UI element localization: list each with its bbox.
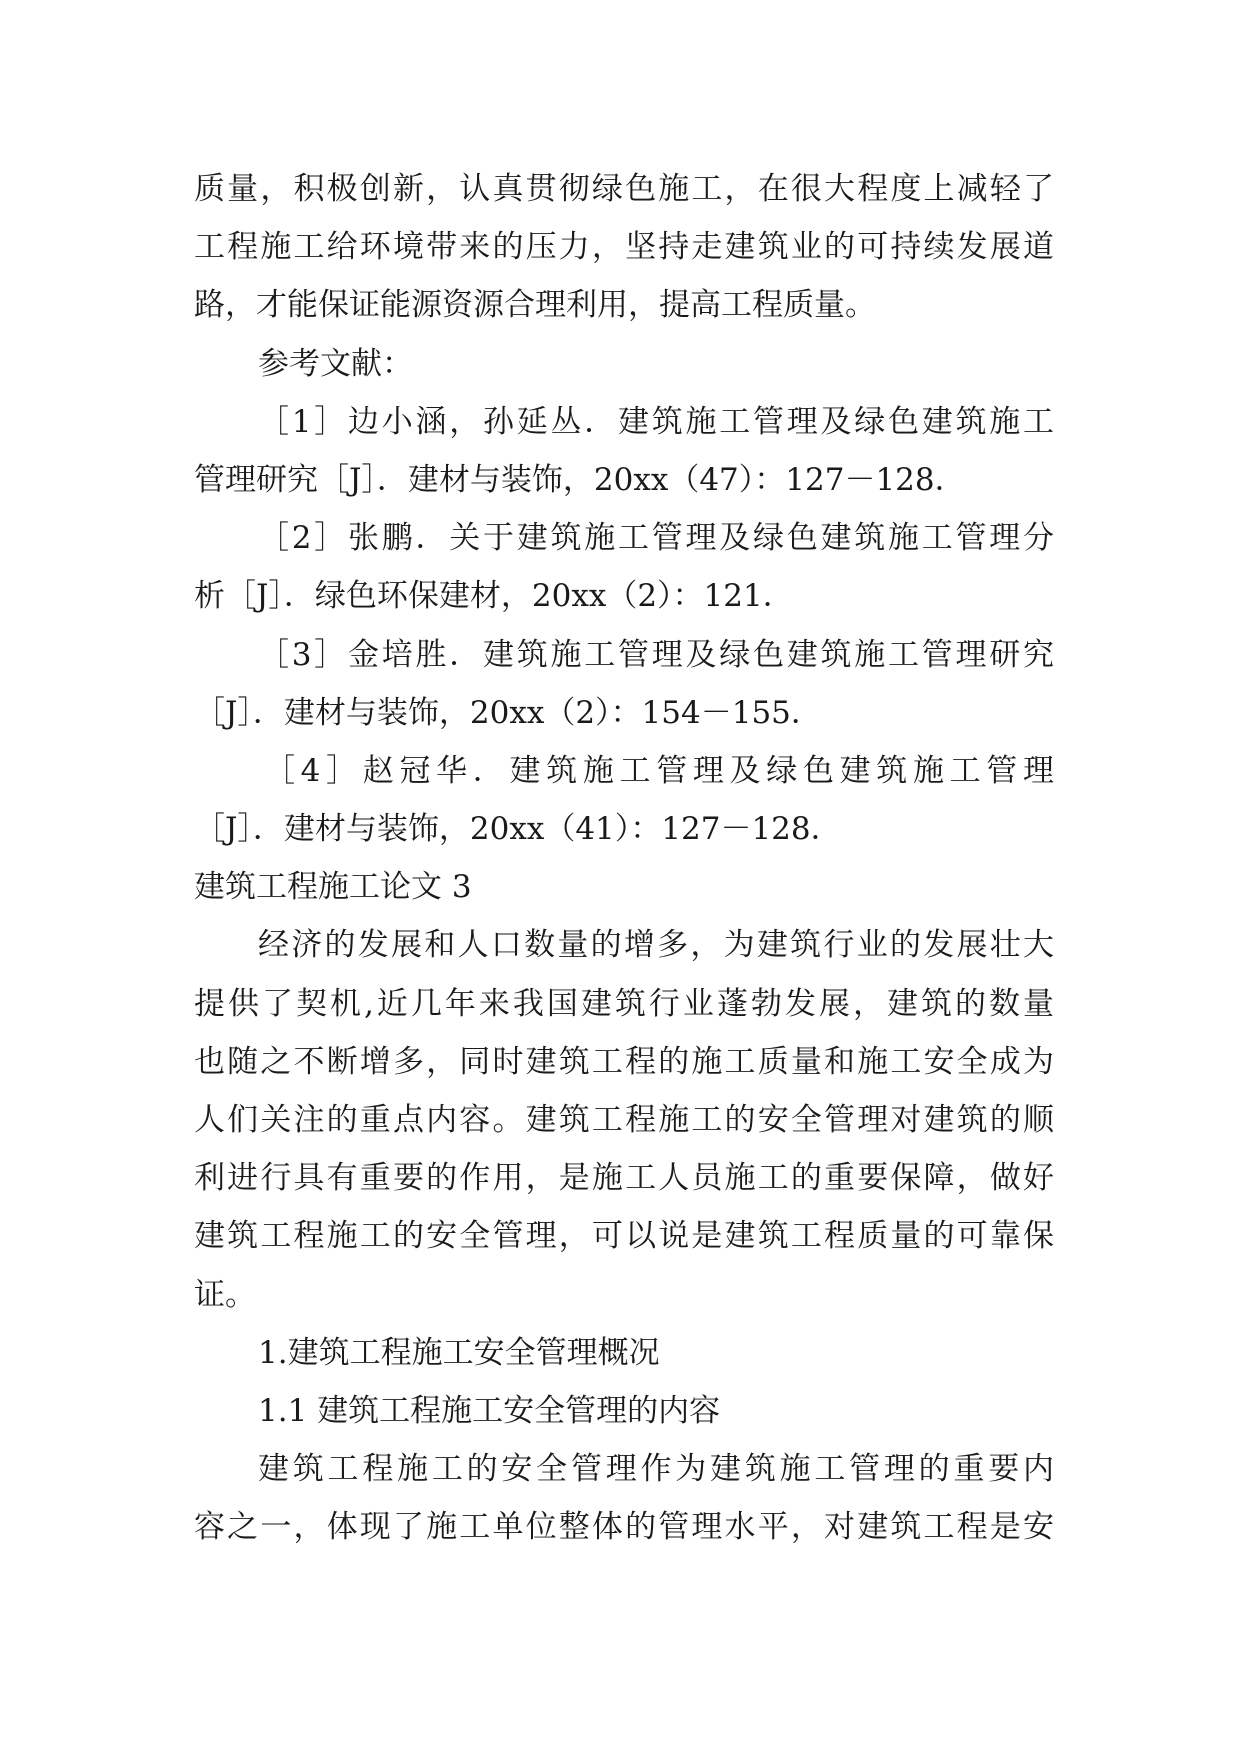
reference-item-cont: ［J］．建材与装饰，20xx（41）：127－128． bbox=[194, 811, 842, 848]
paragraph-line: 提供了契机,近几年来我国建筑行业蓬勃发展，建筑的数量 bbox=[194, 985, 1054, 1022]
paragraph-line: 路，才能保证能源资源合理利用，提高工程质量。 bbox=[194, 287, 876, 324]
paragraph-line: 容之一，体现了施工单位整体的管理水平，对建筑工程是安 bbox=[194, 1509, 1054, 1546]
reference-item-cont: ［J］．建材与装饰，20xx（2）：154－155． bbox=[194, 694, 822, 731]
paragraph-line: 工程施工给环境带来的压力，坚持走建筑业的可持续发展道 bbox=[194, 229, 1054, 266]
subsection-heading: 1.建筑工程施工安全管理概况 bbox=[258, 1334, 660, 1371]
paragraph-line: 人们关注的重点内容。建筑工程施工的安全管理对建筑的顺 bbox=[194, 1102, 1054, 1138]
reference-item: ［4］赵冠华．建筑施工管理及绿色建筑施工管理 bbox=[264, 752, 1054, 789]
paragraph-line: 利进行具有重要的作用，是施工人员施工的重要保障，做好 bbox=[194, 1160, 1054, 1197]
reference-item: ［3］金培胜．建筑施工管理及绿色建筑施工管理研究 bbox=[258, 636, 1054, 673]
paragraph-line: 建筑工程施工的安全管理，可以说是建筑工程质量的可靠保 bbox=[194, 1218, 1054, 1255]
reference-item: ［1］边小涵，孙延丛．建筑施工管理及绿色建筑施工 bbox=[258, 403, 1054, 440]
reference-item-cont: 析［J］．绿色环保建材，20xx（2）：121． bbox=[194, 578, 794, 615]
paragraph-line: 经济的发展和人口数量的增多，为建筑行业的发展壮大 bbox=[258, 927, 1054, 964]
subsection-heading: 1.1 建筑工程施工安全管理的内容 bbox=[258, 1392, 721, 1429]
paragraph-line: 建筑工程施工的安全管理作为建筑施工管理的重要内 bbox=[258, 1451, 1054, 1488]
reference-item-cont: 管理研究［J］．建材与装饰，20xx（47）：127－128． bbox=[194, 461, 966, 498]
references-heading: 参考文献： bbox=[258, 345, 413, 382]
paragraph-line: 也随之不断增多，同时建筑工程的施工质量和施工安全成为 bbox=[194, 1043, 1054, 1080]
section-title: 建筑工程施工论文 3 bbox=[194, 869, 472, 906]
paragraph-line: 质量，积极创新，认真贯彻绿色施工，在很大程度上减轻了 bbox=[194, 171, 1054, 207]
paragraph-line: 证。 bbox=[194, 1276, 256, 1313]
document-page bbox=[194, 160, 1054, 1557]
reference-item: ［2］张鹏．关于建筑施工管理及绿色建筑施工管理分 bbox=[258, 520, 1054, 557]
